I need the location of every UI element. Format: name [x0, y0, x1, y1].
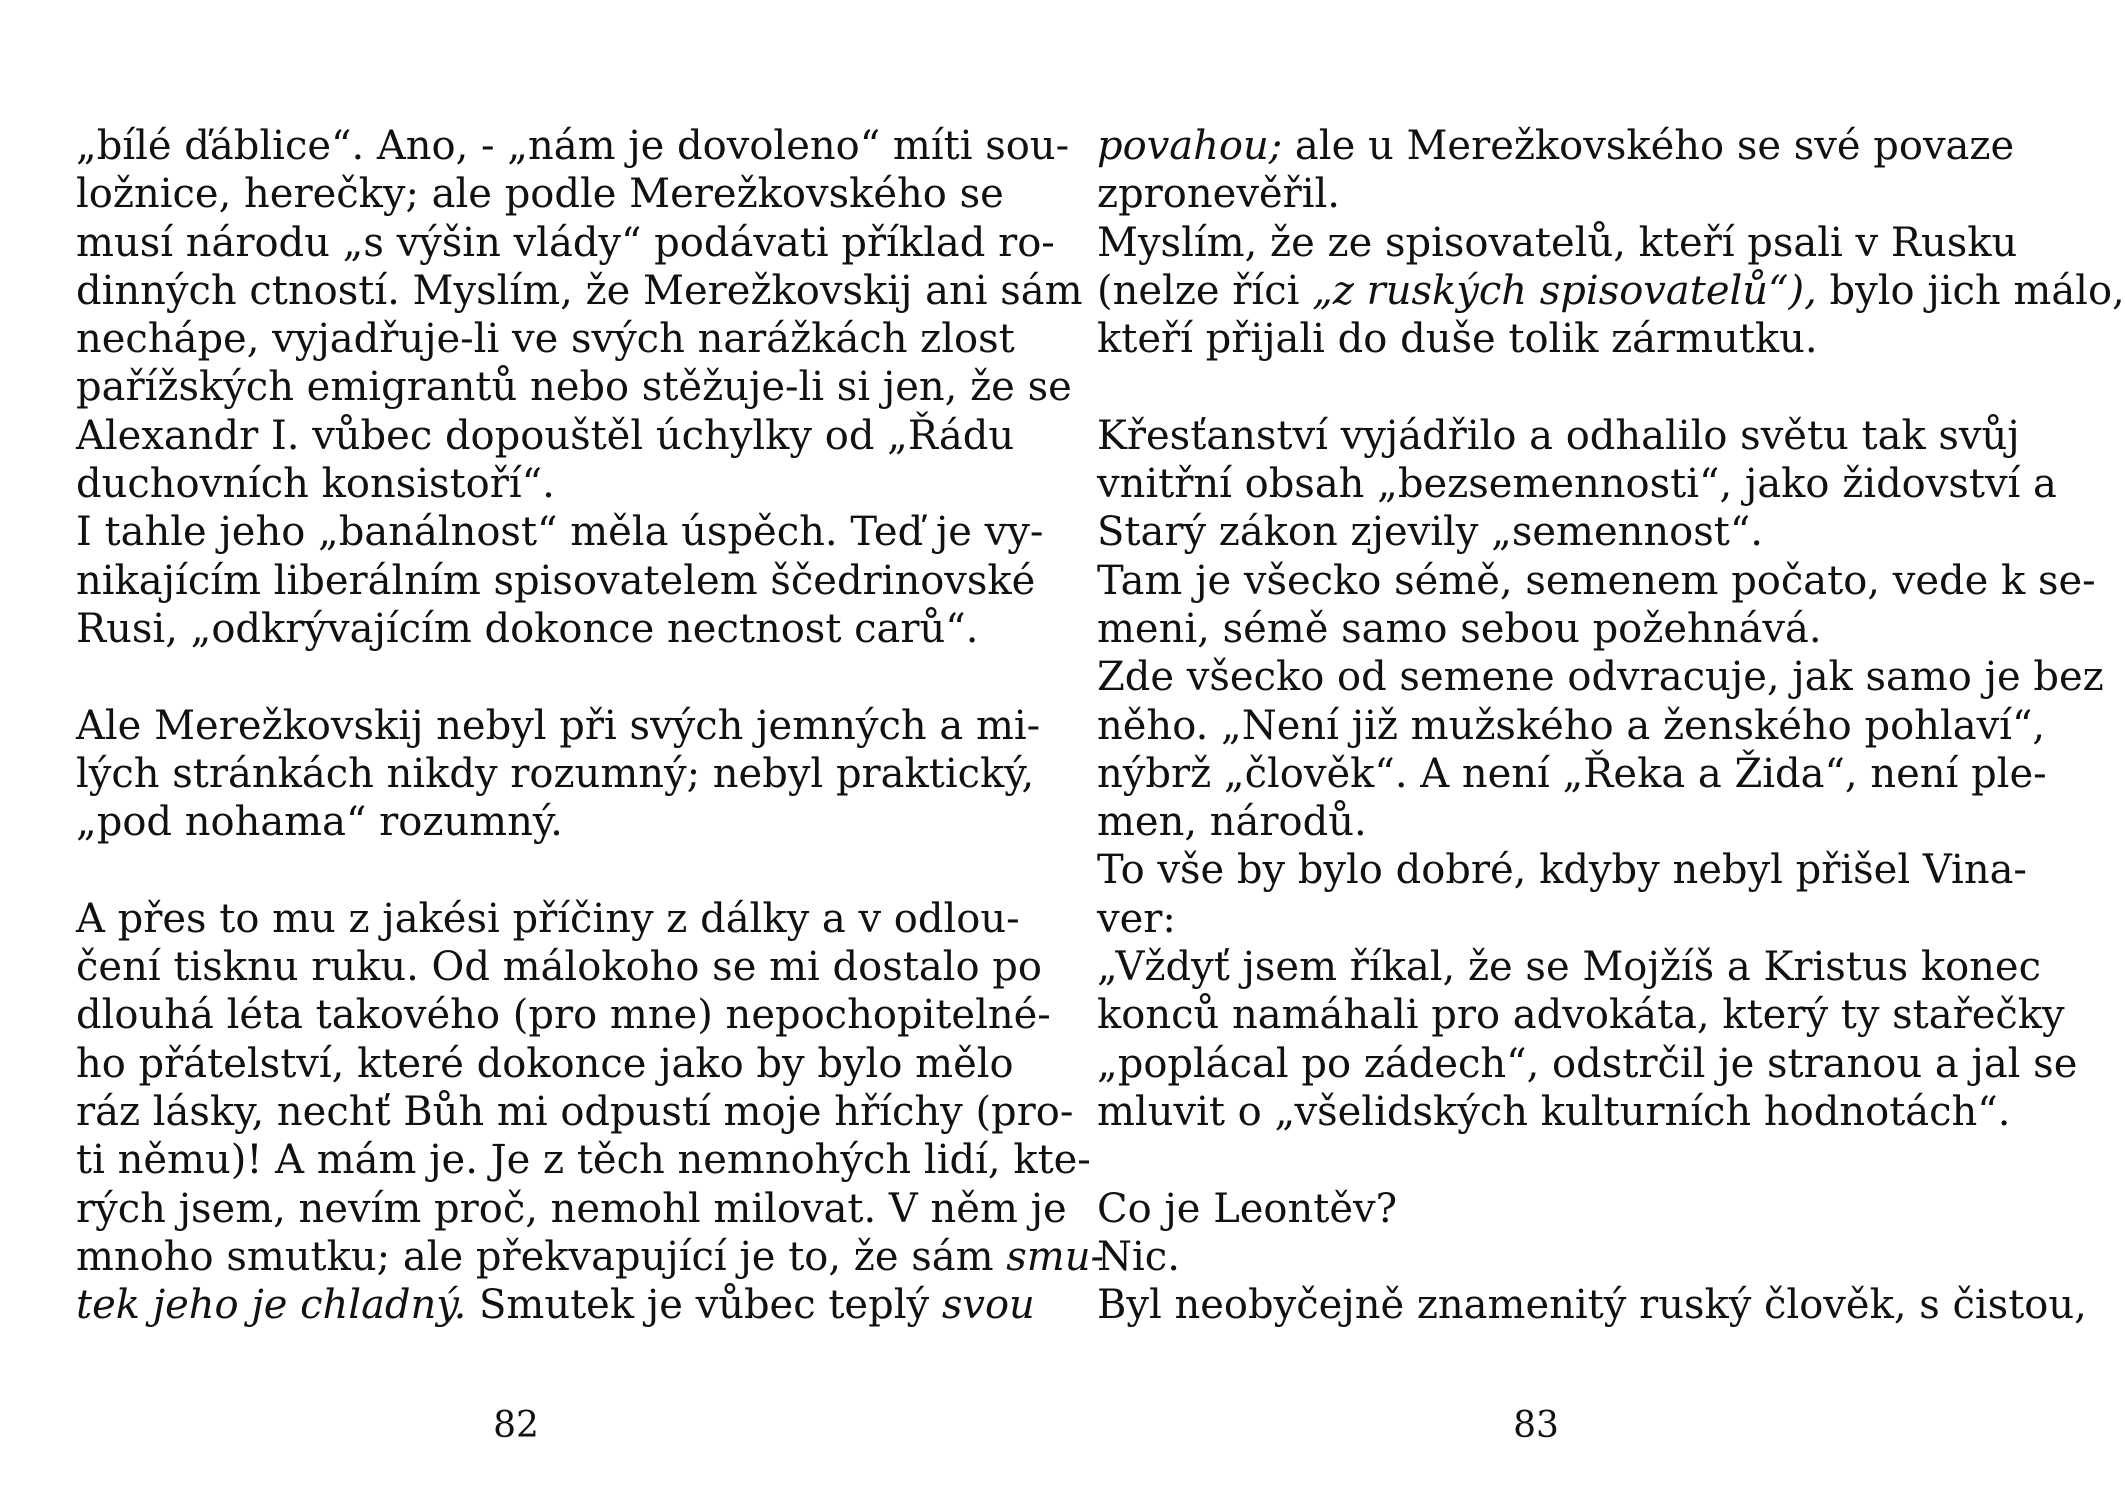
text-line: [1097, 267, 2125, 315]
text-line: čení tisknu ruku. Od málokoho se mi dostalo po: [76, 944, 1042, 991]
text-line: nechápe, vyjadřuje-li ve svých narážkách zlost: [76, 316, 1015, 363]
text-line: rých jsem, nevím proč, nemohl milovat. V něm je: [76, 1185, 1067, 1232]
text-line: Byl neobyčejně znamenitý ruský člověk, s čistou,: [1097, 1282, 2087, 1329]
text-line: nýbrž „člověk“. A není „Řeka a Žida“, není ple-: [1097, 750, 2047, 797]
paragraph-gap: [1097, 363, 1983, 411]
text-line: vnitřní obsah „bezsemennosti“, jako židovství a: [1097, 461, 2057, 508]
text-line: Ale Merežkovskij nebyl při svých jemných a mi-: [76, 702, 1041, 749]
text-line: nikajícím liberálním spisovatelem ščedrinovské: [76, 557, 1036, 604]
text-line: Alexandr I. vůbec dopouštěl úchylky od „Řádu: [76, 412, 1015, 459]
text-line: konců namáhali pro advokáta, který ty stařečky: [1097, 992, 2065, 1039]
text-line: men, národů.: [1097, 799, 1367, 846]
text-line: meni, sémě samo sebou požehnává.: [1097, 605, 1822, 652]
text-line: duchovních konsistoří“.: [76, 461, 555, 508]
text-line: mluvit o „všelidských kulturních hodnotách“.: [1097, 1088, 2011, 1135]
italic-text: smu-: [1006, 1233, 1104, 1280]
text-line: dlouhá léta takového (pro mne) nepochopitelné-: [76, 992, 1051, 1039]
paragraph-gap: [1097, 1136, 1983, 1184]
text-line: „poplácal po zádech“, odstrčil je stranou a jal se: [1097, 1040, 2078, 1087]
text-line: Zde všecko od semene odvracuje, jak samo je bez: [1097, 654, 2104, 701]
text-run: Smutek je vůbec teplý: [466, 1282, 942, 1329]
italic-text: tek jeho je chladný.: [76, 1282, 467, 1329]
left-page-text: [76, 122, 1104, 1329]
text-line: ložnice, herečky; ale podle Merežkovského se: [76, 171, 1004, 218]
text-line: Křesťanství vyjádřilo a odhalilo světu tak svůj: [1097, 412, 2020, 459]
italic-text: povahou;: [1097, 123, 1283, 169]
page-number-left: 82: [493, 1405, 539, 1446]
text-line: I tahle jeho „banálnost“ měla úspěch. Teď je vy-: [76, 509, 1044, 556]
text-line: „pod nohama“ rozumný.: [76, 799, 563, 846]
paragraph-gap: [76, 653, 962, 701]
italic-text: „z ruských spisovatelů“),: [1312, 267, 1817, 314]
text-line: zpronevěřil.: [1097, 171, 1341, 218]
page-number-right: 83: [1513, 1405, 1559, 1446]
text-line: pařížských emigrantů nebo stěžuje-li si jen, že se: [76, 364, 1072, 411]
text-run: (nelze říci: [1097, 267, 1313, 314]
text-line: Rusi, „odkrývajícím dokonce nectnost carů“.: [76, 605, 979, 652]
text-line: To vše by bylo dobré, kdyby nebyl přišel Vina-: [1097, 847, 2027, 894]
text-line: Starý zákon zjevily „semennost“.: [1097, 509, 1764, 556]
text-line: A přes to mu z jakési příčiny z dálky a v odlou-: [76, 895, 1020, 942]
text-line: dinných ctností. Myslím, že Merežkovskij ani sám: [76, 267, 1083, 314]
text-line: [76, 1233, 1104, 1281]
text-line: ho přátelství, které dokonce jako by bylo mělo: [76, 1040, 1014, 1087]
text-line: Nic.: [1097, 1233, 1180, 1280]
text-line: „Vždyť jsem říkal, že se Mojžíš a Kristus konec: [1097, 944, 2042, 991]
text-line: ti němu)! A mám je. Je z těch nemnohých lidí, kte-: [76, 1137, 1091, 1184]
text-line: [1097, 122, 2015, 170]
text-line: něho. „Není již mužského a ženského pohlaví“,: [1097, 702, 2046, 749]
text-line: ver:: [1097, 895, 1176, 942]
text-line: lých stránkách nikdy rozumný; nebyl praktický,: [76, 750, 1035, 797]
text-line: „bílé ďáblice“. Ano, - „nám je dovoleno“ míti sou-: [76, 123, 1070, 169]
text-run: bylo jich málo,: [1816, 267, 2125, 314]
text-line: Co je Leontěv?: [1097, 1185, 1398, 1232]
text-line: Myslím, že ze spisovatelů, kteří psali v Rusku: [1097, 219, 2018, 266]
text-line: musí národu „s výšin vlády“ podávati příklad ro-: [76, 219, 1055, 266]
italic-text: svou: [941, 1282, 1035, 1329]
text-line: kteří přijali do duše tolik zármutku.: [1097, 316, 1818, 363]
text-run: ale u Merežkovského se své povaze: [1282, 123, 2015, 169]
paragraph-gap: [76, 846, 962, 894]
text-line: Tam je všecko sémě, semenem počato, vede k se-: [1097, 557, 2096, 604]
text-line: [76, 1281, 1035, 1329]
right-page-text: [1097, 122, 2125, 1329]
text-line: ráz lásky, nechť Bůh mi odpustí moje hříchy (pro-: [76, 1088, 1074, 1135]
text-run: mnoho smutku; ale překvapující je to, že sám: [76, 1233, 1007, 1280]
